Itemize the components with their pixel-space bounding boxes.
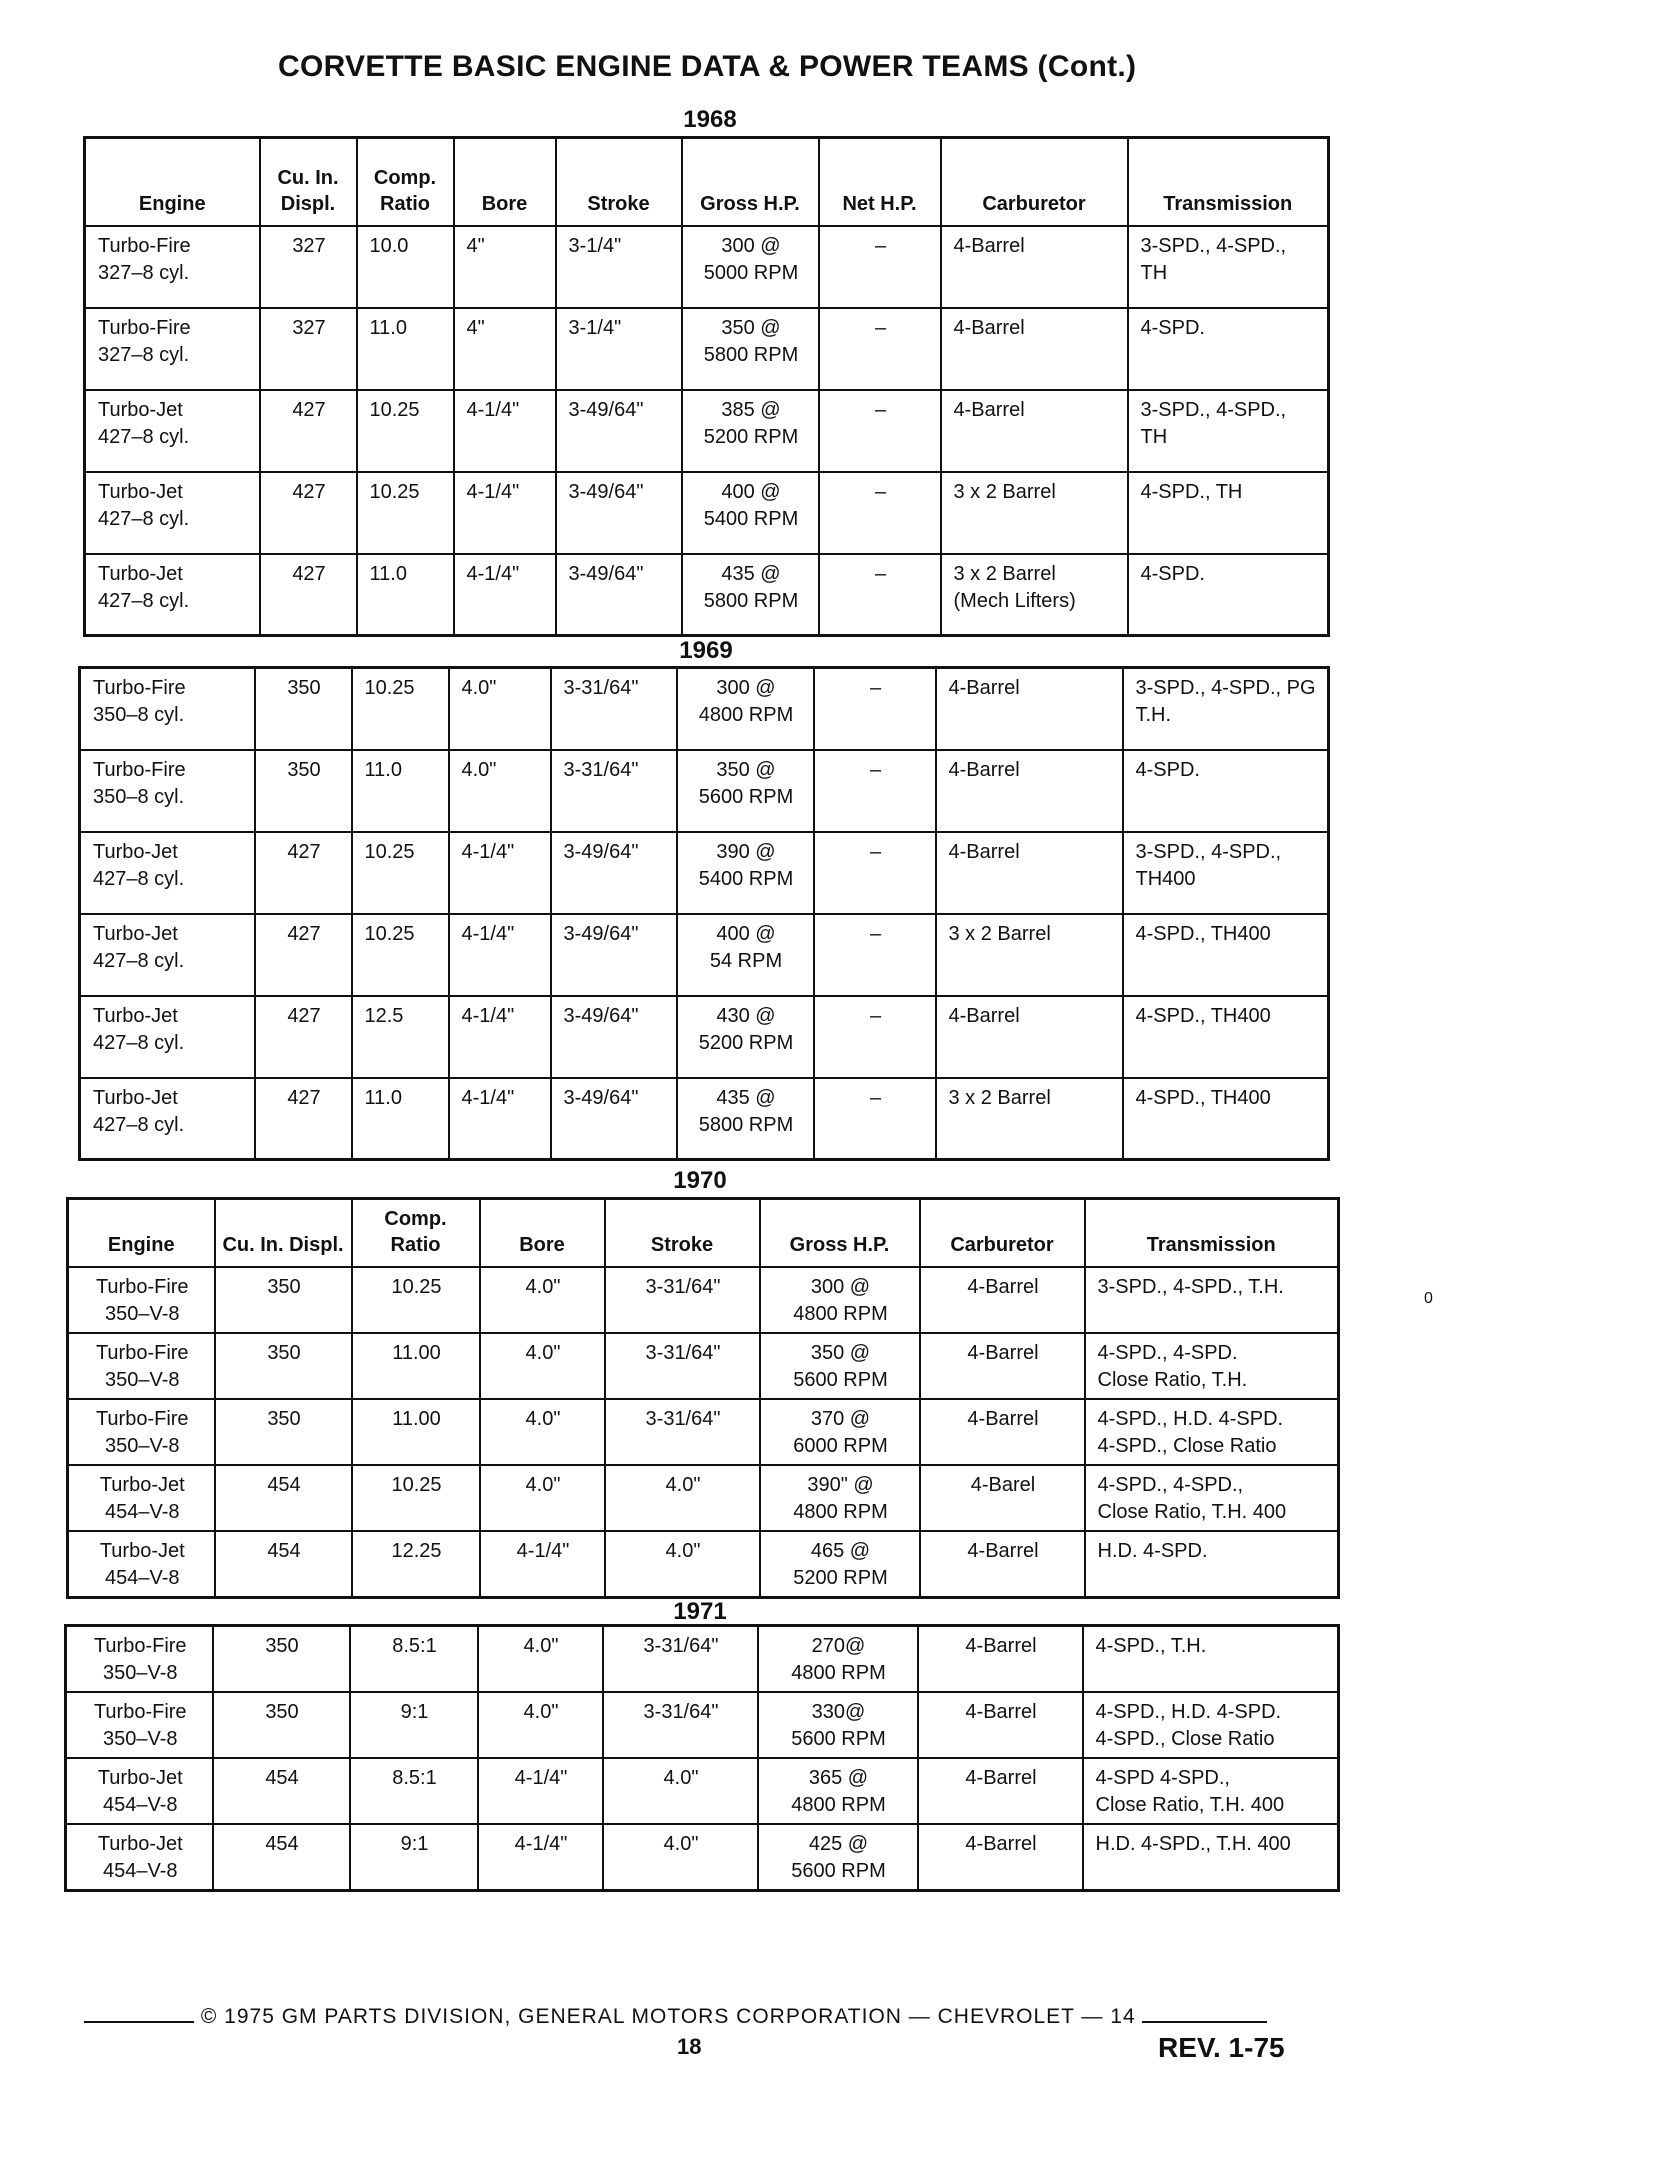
cell-bore: 4" <box>454 308 556 390</box>
table-row <box>85 472 1329 554</box>
cell-bore: 4.0" <box>480 1399 605 1465</box>
cell-gross-hp: 435 @ 5800 RPM <box>682 554 819 636</box>
cell-gross-hp: 400 @ 54 RPM <box>677 914 814 996</box>
cell-transmission: 4-SPD. <box>1128 554 1329 636</box>
cell-comp-ratio: 8.5:1 <box>350 1626 478 1693</box>
cell-carburetor: 4-Barrel <box>920 1399 1085 1465</box>
cell-transmission: 4-SPD. <box>1123 750 1329 832</box>
cell-net-hp: – <box>814 832 936 914</box>
cell-engine: Turbo-Jet 427–8 cyl. <box>85 554 260 636</box>
column-header: Cu. In. Displ. <box>215 1199 352 1267</box>
cell-stroke: 3-49/64" <box>556 472 682 554</box>
table-row <box>80 914 1329 996</box>
cell-comp-ratio: 10.25 <box>352 1267 480 1333</box>
cell-stroke: 3-31/64" <box>603 1626 758 1693</box>
cell-stroke: 3-49/64" <box>556 554 682 636</box>
cell-engine: Turbo-Jet 454–V-8 <box>66 1824 213 1891</box>
cell-comp-ratio: 11.00 <box>352 1333 480 1399</box>
page-title: CORVETTE BASIC ENGINE DATA & POWER TEAMS (Cont.) <box>278 50 1137 83</box>
cell-displacement: 427 <box>260 554 357 636</box>
cell-transmission: H.D. 4-SPD. <box>1085 1531 1339 1598</box>
cell-displacement: 427 <box>260 472 357 554</box>
cell-carburetor: 4-Barrel <box>920 1333 1085 1399</box>
cell-comp-ratio: 10.25 <box>352 832 449 914</box>
cell-displacement: 327 <box>260 226 357 308</box>
year-label-1971: 1971 <box>673 1598 727 1625</box>
cell-carburetor: 3 x 2 Barrel <box>936 1078 1123 1160</box>
cell-net-hp: – <box>819 472 941 554</box>
cell-bore: 4-1/4" <box>454 554 556 636</box>
cell-transmission: 4-SPD., TH400 <box>1123 1078 1329 1160</box>
cell-transmission: 4-SPD., TH400 <box>1123 996 1329 1078</box>
cell-engine: Turbo-Fire 350–8 cyl. <box>80 668 255 750</box>
column-header: Gross H.P. <box>682 138 819 226</box>
cell-transmission: 4-SPD., H.D. 4-SPD. 4-SPD., Close Ratio <box>1083 1692 1339 1758</box>
cell-gross-hp: 435 @ 5800 RPM <box>677 1078 814 1160</box>
cell-net-hp: – <box>814 996 936 1078</box>
table-row <box>85 226 1329 308</box>
table-row <box>68 1399 1339 1465</box>
cell-engine: Turbo-Jet 427–8 cyl. <box>80 914 255 996</box>
cell-transmission: 3-SPD., 4-SPD., T.H. <box>1085 1267 1339 1333</box>
table-row <box>66 1824 1339 1891</box>
cell-stroke: 4.0" <box>603 1824 758 1891</box>
cell-carburetor: 3 x 2 Barrel (Mech Lifters) <box>941 554 1128 636</box>
cell-comp-ratio: 11.0 <box>357 308 454 390</box>
cell-gross-hp: 270@ 4800 RPM <box>758 1626 918 1693</box>
cell-net-hp: – <box>819 226 941 308</box>
cell-gross-hp: 350 @ 5800 RPM <box>682 308 819 390</box>
cell-stroke: 3-31/64" <box>603 1692 758 1758</box>
cell-bore: 4-1/4" <box>478 1758 603 1824</box>
column-header: Carburetor <box>941 138 1128 226</box>
cell-engine: Turbo-Jet 427–8 cyl. <box>80 996 255 1078</box>
cell-displacement: 350 <box>215 1333 352 1399</box>
cell-engine: Turbo-Jet 454–V-8 <box>66 1758 213 1824</box>
cell-stroke: 3-1/4" <box>556 308 682 390</box>
cell-comp-ratio: 9:1 <box>350 1824 478 1891</box>
table-row <box>80 832 1329 914</box>
cell-engine: Turbo-Fire 350–V-8 <box>68 1399 215 1465</box>
table-row <box>80 1078 1329 1160</box>
cell-bore: 4-1/4" <box>449 914 551 996</box>
cell-displacement: 454 <box>215 1531 352 1598</box>
cell-net-hp: – <box>814 750 936 832</box>
cell-engine: Turbo-Fire 327–8 cyl. <box>85 226 260 308</box>
cell-stroke: 3-1/4" <box>556 226 682 308</box>
column-header: Stroke <box>605 1199 760 1267</box>
cell-displacement: 350 <box>215 1399 352 1465</box>
table-row <box>80 996 1329 1078</box>
cell-bore: 4.0" <box>449 668 551 750</box>
cell-comp-ratio: 11.0 <box>352 1078 449 1160</box>
header-row <box>68 1199 1339 1267</box>
column-header: Gross H.P. <box>760 1199 920 1267</box>
cell-bore: 4-1/4" <box>449 996 551 1078</box>
cell-gross-hp: 425 @ 5600 RPM <box>758 1824 918 1891</box>
cell-engine: Turbo-Fire 350–8 cyl. <box>80 750 255 832</box>
cell-stroke: 3-31/64" <box>605 1399 760 1465</box>
cell-stroke: 3-49/64" <box>556 390 682 472</box>
cell-stroke: 4.0" <box>605 1465 760 1531</box>
cell-transmission: 3-SPD., 4-SPD., TH <box>1128 390 1329 472</box>
column-header: Engine <box>85 138 260 226</box>
cell-transmission: 4-SPD., 4-SPD., Close Ratio, T.H. 400 <box>1085 1465 1339 1531</box>
cell-stroke: 3-31/64" <box>605 1333 760 1399</box>
cell-engine: Turbo-Jet 427–8 cyl. <box>85 390 260 472</box>
cell-bore: 4-1/4" <box>449 1078 551 1160</box>
cell-displacement: 350 <box>255 750 352 832</box>
cell-engine: Turbo-Jet 427–8 cyl. <box>80 832 255 914</box>
cell-stroke: 3-49/64" <box>551 996 677 1078</box>
cell-comp-ratio: 9:1 <box>350 1692 478 1758</box>
table-row <box>85 308 1329 390</box>
cell-displacement: 427 <box>255 832 352 914</box>
cell-gross-hp: 350 @ 5600 RPM <box>760 1333 920 1399</box>
cell-displacement: 454 <box>213 1758 350 1824</box>
cell-transmission: 4-SPD. <box>1128 308 1329 390</box>
cell-bore: 4-1/4" <box>454 390 556 472</box>
revision-label: REV. 1-75 <box>1158 2032 1285 2063</box>
cell-stroke: 3-49/64" <box>551 914 677 996</box>
cell-comp-ratio: 11.0 <box>352 750 449 832</box>
cell-displacement: 350 <box>213 1626 350 1693</box>
cell-bore: 4-1/4" <box>478 1824 603 1891</box>
header-row <box>85 138 1329 226</box>
cell-engine: Turbo-Fire 350–V-8 <box>66 1626 213 1693</box>
cell-gross-hp: 350 @ 5600 RPM <box>677 750 814 832</box>
engine-table-1971 <box>64 1624 1340 1892</box>
table-row <box>80 750 1329 832</box>
cell-stroke: 3-49/64" <box>551 1078 677 1160</box>
table-row <box>66 1626 1339 1693</box>
cell-engine: Turbo-Fire 350–V-8 <box>66 1692 213 1758</box>
footer-copyright-line <box>84 2005 1267 2029</box>
cell-stroke: 3-49/64" <box>551 832 677 914</box>
cell-carburetor: 4-Barrel <box>936 996 1123 1078</box>
cell-displacement: 327 <box>260 308 357 390</box>
table-row <box>80 668 1329 750</box>
cell-bore: 4.0" <box>480 1267 605 1333</box>
cell-net-hp: – <box>814 914 936 996</box>
engine-table-1969 <box>78 666 1330 1161</box>
cell-engine: Turbo-Fire 350–V-8 <box>68 1333 215 1399</box>
column-header: Bore <box>454 138 556 226</box>
table-row <box>66 1758 1339 1824</box>
column-header: Carburetor <box>920 1199 1085 1267</box>
cell-gross-hp: 390" @ 4800 RPM <box>760 1465 920 1531</box>
cell-carburetor: 4-Barrel <box>920 1267 1085 1333</box>
table-row <box>68 1531 1339 1598</box>
year-label-1970: 1970 <box>673 1167 727 1194</box>
cell-gross-hp: 430 @ 5200 RPM <box>677 996 814 1078</box>
cell-stroke: 3-31/64" <box>551 668 677 750</box>
cell-comp-ratio: 10.25 <box>352 668 449 750</box>
cell-bore: 4-1/4" <box>449 832 551 914</box>
cell-displacement: 427 <box>260 390 357 472</box>
column-header: Cu. In. Displ. <box>260 138 357 226</box>
engine-table-1968 <box>83 136 1330 637</box>
cell-transmission: 4-SPD., T.H. <box>1083 1626 1339 1693</box>
stray-mark: 0 <box>1424 1290 1433 1307</box>
cell-displacement: 350 <box>213 1692 350 1758</box>
cell-engine: Turbo-Jet 427–8 cyl. <box>85 472 260 554</box>
cell-transmission: 4-SPD., TH400 <box>1123 914 1329 996</box>
cell-bore: 4-1/4" <box>480 1531 605 1598</box>
cell-bore: 4.0" <box>478 1692 603 1758</box>
cell-carburetor: 4-Barrel <box>918 1758 1083 1824</box>
cell-bore: 4.0" <box>478 1626 603 1693</box>
cell-transmission: 4-SPD., TH <box>1128 472 1329 554</box>
column-header: Transmission <box>1085 1199 1339 1267</box>
cell-stroke: 4.0" <box>605 1531 760 1598</box>
cell-bore: 4.0" <box>480 1465 605 1531</box>
cell-carburetor: 4-Barrel <box>936 832 1123 914</box>
cell-comp-ratio: 10.25 <box>352 914 449 996</box>
cell-gross-hp: 365 @ 4800 RPM <box>758 1758 918 1824</box>
cell-displacement: 427 <box>255 914 352 996</box>
cell-stroke: 4.0" <box>603 1758 758 1824</box>
cell-comp-ratio: 10.0 <box>357 226 454 308</box>
column-header: Net H.P. <box>819 138 941 226</box>
cell-gross-hp: 330@ 5600 RPM <box>758 1692 918 1758</box>
cell-comp-ratio: 11.00 <box>352 1399 480 1465</box>
cell-transmission: 3-SPD., 4-SPD., TH <box>1128 226 1329 308</box>
cell-bore: 4.0" <box>480 1333 605 1399</box>
cell-displacement: 350 <box>255 668 352 750</box>
cell-transmission: H.D. 4-SPD., T.H. 400 <box>1083 1824 1339 1891</box>
cell-gross-hp: 465 @ 5200 RPM <box>760 1531 920 1598</box>
cell-gross-hp: 400 @ 5400 RPM <box>682 472 819 554</box>
cell-displacement: 427 <box>255 1078 352 1160</box>
cell-carburetor: 4-Barrel <box>920 1531 1085 1598</box>
year-label-1969: 1969 <box>679 637 733 664</box>
cell-carburetor: 4-Barrel <box>918 1626 1083 1693</box>
cell-transmission: 3-SPD., 4-SPD., PG T.H. <box>1123 668 1329 750</box>
cell-comp-ratio: 10.25 <box>357 472 454 554</box>
cell-carburetor: 3 x 2 Barrel <box>936 914 1123 996</box>
table-row <box>66 1692 1339 1758</box>
page-number: 18 <box>677 2034 702 2059</box>
table-row <box>68 1267 1339 1333</box>
cell-transmission: 4-SPD 4-SPD., Close Ratio, T.H. 400 <box>1083 1758 1339 1824</box>
cell-transmission: 4-SPD., 4-SPD. Close Ratio, T.H. <box>1085 1333 1339 1399</box>
cell-gross-hp: 300 @ 5000 RPM <box>682 226 819 308</box>
cell-carburetor: 4-Barel <box>920 1465 1085 1531</box>
cell-bore: 4.0" <box>449 750 551 832</box>
cell-net-hp: – <box>819 554 941 636</box>
cell-gross-hp: 390 @ 5400 RPM <box>677 832 814 914</box>
cell-engine: Turbo-Jet 454–V-8 <box>68 1465 215 1531</box>
cell-engine: Turbo-Jet 454–V-8 <box>68 1531 215 1598</box>
cell-displacement: 454 <box>215 1465 352 1531</box>
cell-engine: Turbo-Fire 327–8 cyl. <box>85 308 260 390</box>
cell-stroke: 3-31/64" <box>551 750 677 832</box>
engine-table-1970 <box>66 1197 1340 1599</box>
cell-carburetor: 4-Barrel <box>918 1824 1083 1891</box>
column-header: Bore <box>480 1199 605 1267</box>
cell-gross-hp: 300 @ 4800 RPM <box>760 1267 920 1333</box>
cell-carburetor: 4-Barrel <box>941 226 1128 308</box>
cell-comp-ratio: 8.5:1 <box>350 1758 478 1824</box>
cell-engine: Turbo-Jet 427–8 cyl. <box>80 1078 255 1160</box>
table-row <box>85 554 1329 636</box>
table-row <box>68 1333 1339 1399</box>
cell-comp-ratio: 10.25 <box>357 390 454 472</box>
cell-carburetor: 4-Barrel <box>936 750 1123 832</box>
table-row <box>68 1465 1339 1531</box>
cell-carburetor: 4-Barrel <box>918 1692 1083 1758</box>
cell-comp-ratio: 10.25 <box>352 1465 480 1531</box>
cell-stroke: 3-31/64" <box>605 1267 760 1333</box>
cell-gross-hp: 370 @ 6000 RPM <box>760 1399 920 1465</box>
column-header: Engine <box>68 1199 215 1267</box>
table-row <box>85 390 1329 472</box>
cell-displacement: 350 <box>215 1267 352 1333</box>
column-header: Transmission <box>1128 138 1329 226</box>
cell-carburetor: 4-Barrel <box>941 308 1128 390</box>
column-header: Comp. Ratio <box>357 138 454 226</box>
cell-gross-hp: 300 @ 4800 RPM <box>677 668 814 750</box>
year-label-1968: 1968 <box>683 106 737 133</box>
cell-transmission: 3-SPD., 4-SPD., TH400 <box>1123 832 1329 914</box>
cell-gross-hp: 385 @ 5200 RPM <box>682 390 819 472</box>
cell-carburetor: 4-Barrel <box>936 668 1123 750</box>
cell-bore: 4" <box>454 226 556 308</box>
cell-net-hp: – <box>819 308 941 390</box>
cell-displacement: 454 <box>213 1824 350 1891</box>
cell-displacement: 427 <box>255 996 352 1078</box>
cell-carburetor: 4-Barrel <box>941 390 1128 472</box>
column-header: Stroke <box>556 138 682 226</box>
cell-comp-ratio: 11.0 <box>357 554 454 636</box>
cell-carburetor: 3 x 2 Barrel <box>941 472 1128 554</box>
cell-engine: Turbo-Fire 350–V-8 <box>68 1267 215 1333</box>
cell-comp-ratio: 12.25 <box>352 1531 480 1598</box>
footer-copyright: © 1975 GM PARTS DIVISION, GENERAL MOTORS CORPORATION — CHEVROLET — 14 <box>200 2005 1136 2028</box>
cell-bore: 4-1/4" <box>454 472 556 554</box>
cell-transmission: 4-SPD., H.D. 4-SPD. 4-SPD., Close Ratio <box>1085 1399 1339 1465</box>
cell-comp-ratio: 12.5 <box>352 996 449 1078</box>
cell-net-hp: – <box>814 1078 936 1160</box>
column-header: Comp. Ratio <box>352 1199 480 1267</box>
cell-net-hp: – <box>814 668 936 750</box>
cell-net-hp: – <box>819 390 941 472</box>
